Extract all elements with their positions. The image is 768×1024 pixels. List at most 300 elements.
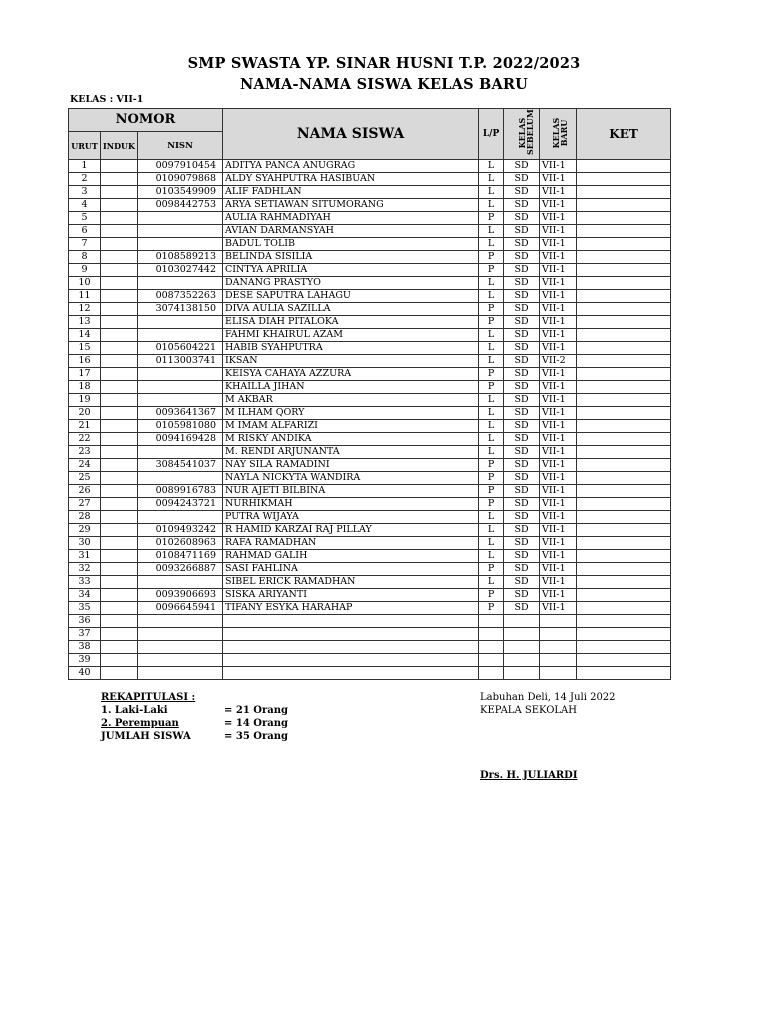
induk-cell [101, 550, 138, 563]
previous-class-cell: SD [504, 472, 540, 485]
induk-cell [101, 355, 138, 368]
induk-cell [101, 498, 138, 511]
recap-laki-label: 1. Laki-Laki [101, 705, 168, 716]
row-number-cell: 40 [69, 667, 101, 680]
ket-cell [577, 186, 671, 199]
gender-cell: L [479, 160, 504, 173]
row-number-cell: 10 [69, 277, 101, 290]
student-name-cell [223, 667, 479, 680]
induk-cell [101, 654, 138, 667]
previous-class-cell: SD [504, 381, 540, 394]
ket-cell [577, 238, 671, 251]
induk-cell [101, 329, 138, 342]
gender-cell: L [479, 576, 504, 589]
signature-name: Drs. H. JULIARDI [480, 770, 578, 781]
nisn-cell [138, 654, 223, 667]
gender-cell: P [479, 368, 504, 381]
ket-cell [577, 537, 671, 550]
row-number-cell: 32 [69, 563, 101, 576]
previous-class-cell: SD [504, 589, 540, 602]
row-number-cell: 11 [69, 290, 101, 303]
student-name-cell: DESE SAPUTRA LAHAGU [223, 290, 479, 303]
new-class-cell: VII-1 [540, 524, 577, 537]
ket-cell [577, 407, 671, 420]
nisn-cell [138, 511, 223, 524]
induk-cell [101, 446, 138, 459]
new-class-cell: VII-1 [540, 251, 577, 264]
row-number-cell: 13 [69, 316, 101, 329]
induk-cell [101, 485, 138, 498]
previous-class-cell: SD [504, 316, 540, 329]
induk-cell [101, 628, 138, 641]
gender-cell: L [479, 407, 504, 420]
row-number-cell: 9 [69, 264, 101, 277]
table-row [69, 329, 671, 342]
ket-cell [577, 160, 671, 173]
gender-cell: L [479, 511, 504, 524]
student-name-cell: KEISYA CAHAYA AZZURA [223, 368, 479, 381]
row-number-cell: 34 [69, 589, 101, 602]
new-class-cell: VII-1 [540, 212, 577, 225]
row-number-cell: 39 [69, 654, 101, 667]
row-number-cell: 33 [69, 576, 101, 589]
previous-class-cell [504, 615, 540, 628]
induk-cell [101, 407, 138, 420]
new-class-cell: VII-1 [540, 290, 577, 303]
recap-laki-value: = 21 Orang [224, 705, 288, 716]
previous-class-cell: SD [504, 446, 540, 459]
student-name-cell: M ILHAM QORY [223, 407, 479, 420]
student-name-cell: AVIAN DARMANSYAH [223, 225, 479, 238]
induk-cell [101, 459, 138, 472]
row-number-cell: 28 [69, 511, 101, 524]
row-number-cell: 1 [69, 160, 101, 173]
induk-cell [101, 641, 138, 654]
previous-class-cell: SD [504, 420, 540, 433]
row-number-cell: 23 [69, 446, 101, 459]
nisn-cell: 0109493242 [138, 524, 223, 537]
class-label: KELAS : VII-1 [70, 94, 144, 105]
student-name-cell: DANANG PRASTYO [223, 277, 479, 290]
table-row [69, 498, 671, 511]
row-number-cell: 35 [69, 602, 101, 615]
induk-cell [101, 342, 138, 355]
row-number-cell: 22 [69, 433, 101, 446]
ket-cell [577, 303, 671, 316]
new-class-cell: VII-1 [540, 342, 577, 355]
table-row [69, 381, 671, 394]
student-name-cell: ARYA SETIAWAN SITUMORANG [223, 199, 479, 212]
gender-cell: L [479, 277, 504, 290]
row-number-cell: 19 [69, 394, 101, 407]
row-number-cell: 2 [69, 173, 101, 186]
ket-cell [577, 368, 671, 381]
ket-cell [577, 381, 671, 394]
table-row [69, 524, 671, 537]
induk-cell [101, 524, 138, 537]
table-row [69, 199, 671, 212]
induk-cell [101, 251, 138, 264]
gender-cell [479, 615, 504, 628]
row-number-cell: 38 [69, 641, 101, 654]
kelas-sebelum-label: KELAS SEBELUM [517, 109, 536, 155]
induk-header: INDUK [101, 132, 138, 160]
row-number-cell: 8 [69, 251, 101, 264]
previous-class-cell: SD [504, 511, 540, 524]
nomor-header: NOMOR [69, 109, 223, 132]
induk-cell [101, 394, 138, 407]
student-name-cell: NUR AJETI BILBINA [223, 485, 479, 498]
new-class-cell: VII-1 [540, 225, 577, 238]
previous-class-cell [504, 641, 540, 654]
previous-class-cell: SD [504, 563, 540, 576]
gender-cell: P [479, 381, 504, 394]
table-row [69, 654, 671, 667]
nisn-cell [138, 615, 223, 628]
previous-class-cell: SD [504, 290, 540, 303]
previous-class-cell: SD [504, 277, 540, 290]
ket-cell [577, 615, 671, 628]
induk-cell [101, 238, 138, 251]
gender-cell [479, 654, 504, 667]
signature-role: KEPALA SEKOLAH [480, 705, 577, 716]
new-class-cell: VII-1 [540, 485, 577, 498]
student-name-cell: BADUL TOLIB [223, 238, 479, 251]
nisn-cell: 0103549909 [138, 186, 223, 199]
table-row [69, 264, 671, 277]
student-name-cell: BELINDA SISILIA [223, 251, 479, 264]
gender-cell: P [479, 563, 504, 576]
ket-cell [577, 524, 671, 537]
new-class-cell: VII-1 [540, 303, 577, 316]
nisn-cell [138, 212, 223, 225]
student-name-cell: CINTYA APRILIA [223, 264, 479, 277]
row-number-cell: 14 [69, 329, 101, 342]
gender-cell: P [479, 303, 504, 316]
previous-class-cell: SD [504, 433, 540, 446]
row-number-cell: 27 [69, 498, 101, 511]
gender-cell: P [479, 264, 504, 277]
previous-class-cell: SD [504, 498, 540, 511]
new-class-cell: VII-1 [540, 407, 577, 420]
gender-cell: L [479, 342, 504, 355]
nisn-cell [138, 628, 223, 641]
ket-cell [577, 355, 671, 368]
student-name-cell: DIVA AULIA SAZILLA [223, 303, 479, 316]
previous-class-cell: SD [504, 225, 540, 238]
nisn-cell: 3084541037 [138, 459, 223, 472]
ket-cell [577, 212, 671, 225]
induk-cell [101, 264, 138, 277]
nisn-cell [138, 446, 223, 459]
recap-perempuan-value: = 14 Orang [224, 718, 288, 729]
student-name-cell: R HAMID KARZAI RAJ PILLAY [223, 524, 479, 537]
student-name-cell: FAHMI KHAIRUL AZAM [223, 329, 479, 342]
gender-cell: L [479, 225, 504, 238]
table-row [69, 459, 671, 472]
previous-class-cell: SD [504, 264, 540, 277]
table-row [69, 511, 671, 524]
induk-cell [101, 537, 138, 550]
new-class-cell: VII-1 [540, 550, 577, 563]
nisn-cell: 0096645941 [138, 602, 223, 615]
nisn-cell: 0105981080 [138, 420, 223, 433]
new-class-cell: VII-1 [540, 394, 577, 407]
previous-class-cell: SD [504, 537, 540, 550]
previous-class-cell: SD [504, 602, 540, 615]
table-row [69, 628, 671, 641]
ket-cell [577, 420, 671, 433]
new-class-cell: VII-1 [540, 459, 577, 472]
new-class-cell: VII-1 [540, 563, 577, 576]
school-title: SMP SWASTA YP. SINAR HUSNI T.P. 2022/2023 [187, 55, 581, 72]
new-class-cell [540, 628, 577, 641]
ket-cell [577, 641, 671, 654]
ket-cell [577, 225, 671, 238]
induk-cell [101, 511, 138, 524]
new-class-cell: VII-1 [540, 420, 577, 433]
table-row [69, 368, 671, 381]
ket-cell [577, 654, 671, 667]
new-class-cell: VII-1 [540, 238, 577, 251]
induk-cell [101, 667, 138, 680]
recap-jumlah-value: = 35 Orang [224, 731, 288, 742]
new-class-cell: VII-1 [540, 537, 577, 550]
ket-cell [577, 589, 671, 602]
table-row [69, 589, 671, 602]
student-name-cell: NURHIKMAH [223, 498, 479, 511]
gender-cell: P [479, 485, 504, 498]
nisn-cell [138, 641, 223, 654]
student-name-cell: IKSAN [223, 355, 479, 368]
nisn-cell [138, 394, 223, 407]
student-name-cell [223, 654, 479, 667]
previous-class-cell: SD [504, 238, 540, 251]
row-number-cell: 25 [69, 472, 101, 485]
gender-cell: L [479, 446, 504, 459]
nisn-cell: 0093641367 [138, 407, 223, 420]
row-number-cell: 17 [69, 368, 101, 381]
student-name-cell: NAY SILA RAMADINI [223, 459, 479, 472]
gender-cell: P [479, 602, 504, 615]
student-name-cell: HABIB SYAHPUTRA [223, 342, 479, 355]
new-class-cell: VII-1 [540, 498, 577, 511]
document-title: NAMA-NAMA SISWA KELAS BARU [239, 76, 529, 93]
signature-place-date: Labuhan Deli, 14 Juli 2022 [480, 692, 616, 703]
nisn-cell [138, 277, 223, 290]
student-name-cell [223, 628, 479, 641]
induk-cell [101, 420, 138, 433]
nisn-cell: 0097910454 [138, 160, 223, 173]
gender-cell: L [479, 355, 504, 368]
previous-class-cell [504, 628, 540, 641]
row-number-cell: 18 [69, 381, 101, 394]
gender-cell: P [479, 212, 504, 225]
nisn-cell: 0108589213 [138, 251, 223, 264]
nisn-cell: 3074138150 [138, 303, 223, 316]
previous-class-cell: SD [504, 550, 540, 563]
table-row [69, 394, 671, 407]
ket-cell [577, 251, 671, 264]
ket-cell [577, 628, 671, 641]
previous-class-cell: SD [504, 160, 540, 173]
ket-cell [577, 329, 671, 342]
induk-cell [101, 212, 138, 225]
kelas-baru-header [540, 109, 577, 160]
induk-cell [101, 576, 138, 589]
lp-header: L/P [479, 109, 504, 160]
table-row [69, 563, 671, 576]
row-number-cell: 7 [69, 238, 101, 251]
student-name-cell [223, 615, 479, 628]
urut-header: URUT [69, 132, 101, 160]
nisn-cell: 0089916783 [138, 485, 223, 498]
nisn-cell: 0094169428 [138, 433, 223, 446]
table-row [69, 641, 671, 654]
new-class-cell: VII-1 [540, 381, 577, 394]
nisn-header: NISN [138, 132, 223, 160]
new-class-cell: VII-1 [540, 511, 577, 524]
student-name-cell: ALDY SYAHPUTRA HASIBUAN [223, 173, 479, 186]
table-row [69, 342, 671, 355]
gender-cell: P [479, 459, 504, 472]
gender-cell [479, 628, 504, 641]
ket-cell [577, 290, 671, 303]
new-class-cell [540, 667, 577, 680]
table-row [69, 667, 671, 680]
gender-cell: P [479, 316, 504, 329]
table-row [69, 186, 671, 199]
ket-cell [577, 394, 671, 407]
row-number-cell: 5 [69, 212, 101, 225]
ket-cell [577, 264, 671, 277]
ket-cell [577, 667, 671, 680]
nisn-cell: 0103027442 [138, 264, 223, 277]
gender-cell: L [479, 329, 504, 342]
student-name-cell: PUTRA WIJAYA [223, 511, 479, 524]
previous-class-cell: SD [504, 251, 540, 264]
previous-class-cell: SD [504, 576, 540, 589]
ket-cell [577, 173, 671, 186]
recap-jumlah-label: JUMLAH SISWA [101, 731, 191, 742]
gender-cell: L [479, 394, 504, 407]
induk-cell [101, 602, 138, 615]
student-name-cell: TIFANY ESYKA HARAHAP [223, 602, 479, 615]
induk-cell [101, 368, 138, 381]
ket-cell [577, 433, 671, 446]
new-class-cell [540, 654, 577, 667]
ket-cell [577, 199, 671, 212]
row-number-cell: 16 [69, 355, 101, 368]
induk-cell [101, 433, 138, 446]
nisn-cell [138, 316, 223, 329]
table-row [69, 251, 671, 264]
row-number-cell: 6 [69, 225, 101, 238]
student-name-cell: AULIA RAHMADIYAH [223, 212, 479, 225]
gender-cell: P [479, 251, 504, 264]
new-class-cell: VII-1 [540, 433, 577, 446]
table-row [69, 238, 671, 251]
table-row [69, 290, 671, 303]
previous-class-cell: SD [504, 524, 540, 537]
nama-siswa-header: NAMA SISWA [223, 109, 479, 160]
ket-header: KET [577, 109, 671, 160]
student-name-cell: SASI FAHLINA [223, 563, 479, 576]
table-row [69, 615, 671, 628]
gender-cell: L [479, 186, 504, 199]
previous-class-cell: SD [504, 212, 540, 225]
row-number-cell: 20 [69, 407, 101, 420]
table-row [69, 576, 671, 589]
new-class-cell: VII-2 [540, 355, 577, 368]
kelas-sebelum-header [504, 109, 540, 160]
ket-cell [577, 511, 671, 524]
student-table-body [69, 160, 671, 680]
previous-class-cell: SD [504, 186, 540, 199]
induk-cell [101, 199, 138, 212]
gender-cell: L [479, 524, 504, 537]
ket-cell [577, 277, 671, 290]
student-name-cell: ALIF FADHLAN [223, 186, 479, 199]
ket-cell [577, 498, 671, 511]
ket-cell [577, 446, 671, 459]
previous-class-cell: SD [504, 342, 540, 355]
gender-cell: L [479, 420, 504, 433]
row-number-cell: 29 [69, 524, 101, 537]
induk-cell [101, 563, 138, 576]
student-name-cell: M AKBAR [223, 394, 479, 407]
induk-cell [101, 277, 138, 290]
gender-cell: L [479, 173, 504, 186]
gender-cell [479, 641, 504, 654]
student-table [68, 108, 671, 680]
gender-cell: P [479, 498, 504, 511]
induk-cell [101, 173, 138, 186]
new-class-cell: VII-1 [540, 589, 577, 602]
nisn-cell [138, 472, 223, 485]
row-number-cell: 24 [69, 459, 101, 472]
nisn-cell [138, 381, 223, 394]
table-row [69, 446, 671, 459]
new-class-cell: VII-1 [540, 186, 577, 199]
student-name-cell: M. RENDI ARJUNANTA [223, 446, 479, 459]
ket-cell [577, 342, 671, 355]
induk-cell [101, 225, 138, 238]
new-class-cell: VII-1 [540, 329, 577, 342]
student-name-cell: NAYLA NICKYTA WANDIRA [223, 472, 479, 485]
new-class-cell: VII-1 [540, 576, 577, 589]
student-name-cell: RAHMAD GALIH [223, 550, 479, 563]
new-class-cell: VII-1 [540, 199, 577, 212]
table-row [69, 173, 671, 186]
induk-cell [101, 316, 138, 329]
induk-cell [101, 303, 138, 316]
student-name-cell: SISKA ARIYANTI [223, 589, 479, 602]
nisn-cell: 0109079868 [138, 173, 223, 186]
kelas-baru-label: KELAS BARU [551, 117, 570, 149]
student-name-cell: M IMAM ALFARIZI [223, 420, 479, 433]
gender-cell [479, 667, 504, 680]
previous-class-cell [504, 667, 540, 680]
table-row [69, 225, 671, 238]
row-number-cell: 4 [69, 199, 101, 212]
ket-cell [577, 485, 671, 498]
table-row [69, 472, 671, 485]
recap-perempuan-label: 2. Perempuan [101, 718, 179, 729]
table-row [69, 420, 671, 433]
ket-cell [577, 459, 671, 472]
new-class-cell: VII-1 [540, 316, 577, 329]
